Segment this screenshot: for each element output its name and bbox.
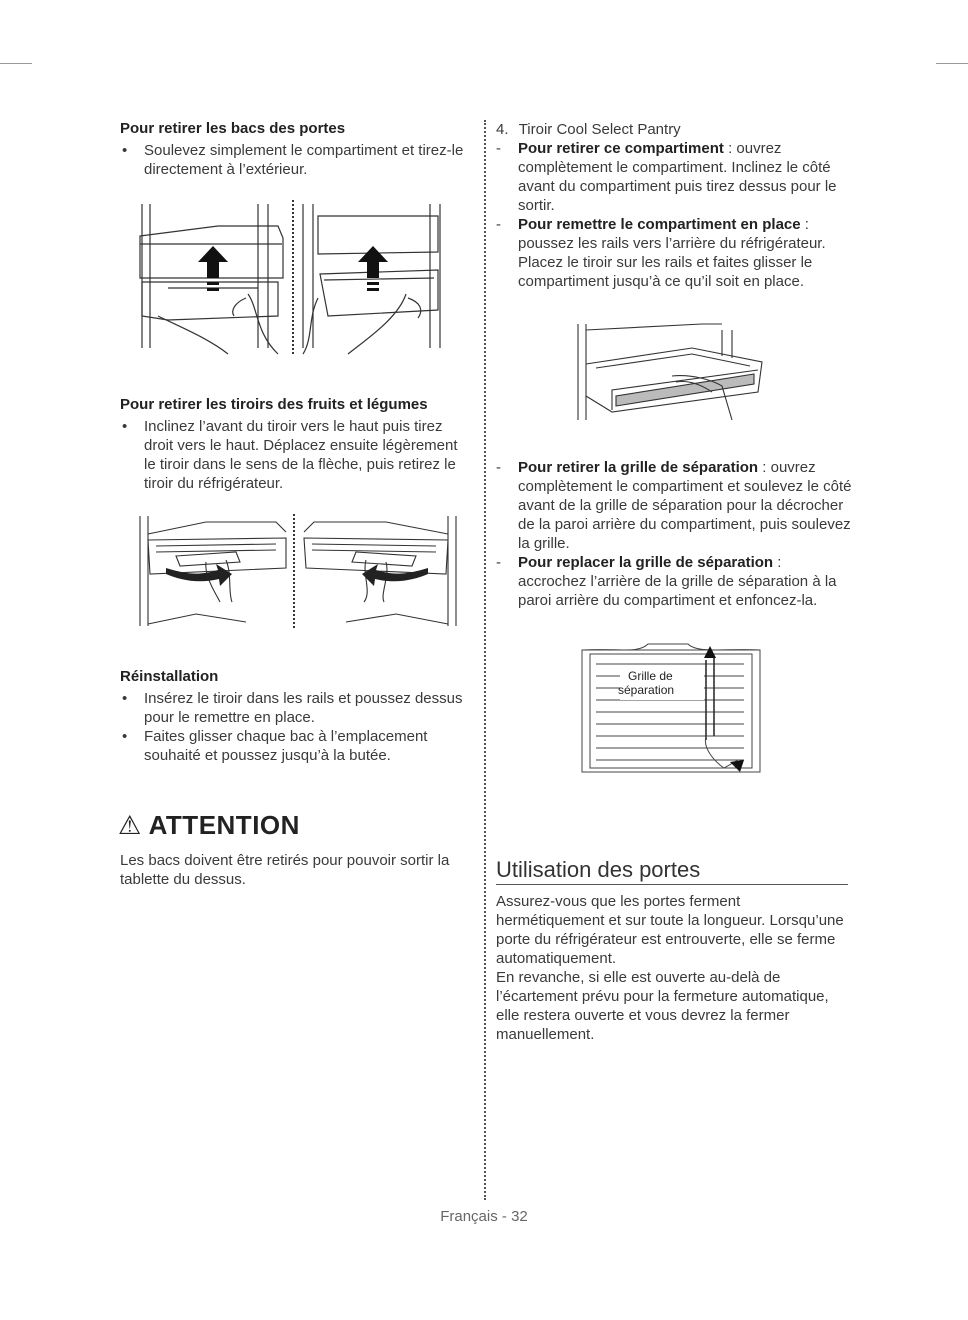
section-title-doors: Utilisation des portes <box>496 857 701 882</box>
bullet-icon: • <box>122 690 128 707</box>
figure-separation-grid <box>578 640 764 776</box>
attention-box <box>118 810 478 889</box>
bullet-text: Faites glisser chaque bac à l’emplacement souhaité et poussez jusqu’à la butée. <box>144 728 428 764</box>
step-label: Pour replacer la grille de séparation <box>518 554 774 571</box>
step-replace-grid: - Pour replacer la grille de séparation : accrochez l’arrière de la grille de séparation à la paroi arrière du compartiment et enfoncez-la. <box>496 554 837 609</box>
heading-crisper-drawers: Pour retirer les tiroirs des fruits et légumes <box>120 396 428 413</box>
grid-label-line1: Grille de <box>628 669 673 683</box>
step-label: Pour retirer la grille de séparation <box>518 459 759 476</box>
curved-arrow-icon-right <box>362 564 428 586</box>
grid-label-line2: séparation <box>618 683 675 697</box>
section-doors <box>496 857 848 883</box>
crop-mark-left <box>0 63 32 64</box>
bullet-icon: • <box>122 418 128 435</box>
bullet-text: Soulevez simplement le compartiment et tirez-le directement à l’extérieur. <box>144 142 464 178</box>
figure-crisper-drawers <box>136 512 458 630</box>
step-text: : accrochez l’arrière de la grille de séparation à la paroi arrière du compartiment et enfoncez-la. <box>518 554 837 609</box>
heading-door-bins: Pour retirer les bacs des portes <box>120 120 346 137</box>
step-replace-compartment: - Pour remettre le compartiment en place : poussez les rails vers l’arrière du réfrigérateur. Placez le tiroir sur les rails et faites glisser le compartiment jusqu’à ce qu’il soit en place. <box>496 216 826 290</box>
bullet-reinstall-2 <box>120 727 470 765</box>
bullet-icon: • <box>122 728 128 745</box>
heading-reinstallation: Réinstallation <box>120 668 219 685</box>
bullet-reinstall-1 <box>120 689 470 727</box>
bullet-text: Inclinez l’avant du tiroir vers le haut puis tirez droit vers le haut. Déplacez ensuite légèrement le tiroir dans le sens de la flèche, puis retirez le tiroir du réfrigérateur. <box>144 418 458 492</box>
section-cool-select <box>496 120 852 291</box>
arrow-up-icon <box>704 646 716 658</box>
figure-door-bins <box>138 198 448 358</box>
bullet-door-bins <box>120 141 470 179</box>
section-reinstallation <box>120 668 470 765</box>
step-text: : ouvrez complètement le compartiment. Inclinez le côté avant du compartiment puis tirez dessus pour le sortir. <box>518 140 837 214</box>
bullet-icon: • <box>122 142 128 159</box>
attention-title-row <box>118 810 478 841</box>
step-remove-compartment: - Pour retirer ce compartiment : ouvrez complètement le compartiment. Inclinez le côté avant du compartiment puis tirez dessus pour le sortir. <box>496 140 837 214</box>
step-remove-grid: - Pour retirer la grille de séparation : ouvrez complètement le compartiment et soulevez le côté avant de la grille de séparation pour la décrocher de la paroi arrière du compartiment, puis soulevez la grille. <box>496 459 852 552</box>
warning-triangle-icon: ⚠ <box>118 810 142 840</box>
curved-arrow-icon-left <box>166 564 232 586</box>
doors-paragraph-1: Assurez-vous que les portes ferment hermétiquement et sur toute la longueur. Lorsqu’une porte du réfrigérateur est entrouverte, elle se ferme automatiquement. <box>496 893 844 967</box>
crop-mark-right <box>936 63 968 64</box>
bullet-text: Insérez le tiroir dans les rails et poussez dessus pour le remettre en place. <box>144 690 463 726</box>
item-4 <box>496 120 852 139</box>
doors-paragraph-2: En revanche, si elle est ouverte au-delà de l’écartement prévu pour la fermeture automatique, elle restera ouverte et vous devrez la fermer manuellement. <box>496 969 829 1043</box>
figure-pantry-drawer <box>572 320 772 424</box>
item-number: 4. <box>496 121 509 138</box>
page-footer: Français - 32 <box>440 1208 528 1225</box>
doors-body <box>496 892 848 1044</box>
item-title: Tiroir Cool Select Pantry <box>518 121 681 138</box>
arrow-down-icon <box>730 760 744 772</box>
section-title-underline <box>496 884 848 885</box>
step-label: Pour retirer ce compartiment <box>518 140 724 157</box>
bullet-crisper-drawers <box>120 417 470 493</box>
fig1-left-frame <box>142 204 150 348</box>
up-arrow-icon-right <box>358 246 388 278</box>
section-grid <box>496 458 852 610</box>
step-text: : ouvrez complètement le compartiment et soulevez le côté avant de la grille de séparation pour la décrocher de la paroi arrière du compartiment, puis soulevez la grille. <box>518 459 852 552</box>
attention-text: Les bacs doivent être retirés pour pouvoir sortir la tablette du dessus. <box>120 852 450 888</box>
section-crisper-drawers <box>120 396 470 493</box>
section-door-bins <box>120 120 470 179</box>
fig2-arrows <box>166 564 428 586</box>
step-text: : poussez les rails vers l’arrière du réfrigérateur. Placez le tiroir sur les rails et faites glisser le compartiment jusqu’à ce qu’il soit en place. <box>518 216 826 290</box>
step-label: Pour remettre le compartiment en place <box>518 216 801 233</box>
attention-title: ATTENTION <box>148 810 300 840</box>
column-separator <box>484 120 486 1200</box>
up-arrow-icon-left <box>198 246 228 278</box>
